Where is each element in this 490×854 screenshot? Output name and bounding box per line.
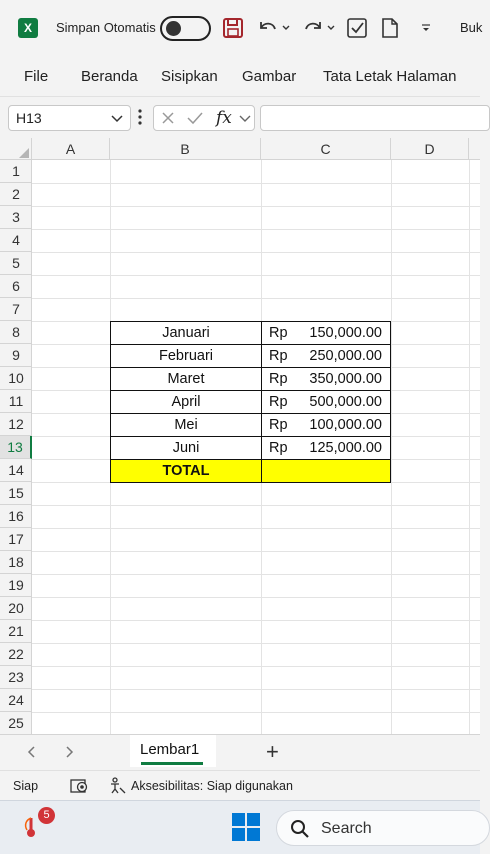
tab-sisipkan[interactable]: Sisipkan bbox=[161, 68, 218, 85]
name-box[interactable] bbox=[8, 105, 131, 131]
title-bar bbox=[0, 0, 483, 58]
row-header-3[interactable]: 3 bbox=[0, 206, 32, 229]
redo-dropdown-icon[interactable] bbox=[326, 16, 336, 40]
total-label[interactable]: TOTAL bbox=[162, 463, 210, 479]
weather-widget-icon[interactable] bbox=[22, 815, 40, 844]
more-options-icon[interactable] bbox=[137, 107, 143, 132]
cell-amount[interactable]: 100,000.00 bbox=[309, 417, 382, 433]
macro-record-icon[interactable] bbox=[70, 778, 90, 799]
formula-bar bbox=[0, 96, 480, 138]
tab-file[interactable]: File bbox=[24, 68, 49, 85]
row-header-19[interactable]: 19 bbox=[0, 574, 32, 597]
sheet-tab-lembar1[interactable] bbox=[130, 735, 216, 767]
cell-amount[interactable]: 500,000.00 bbox=[309, 394, 382, 410]
row-header-4[interactable]: 4 bbox=[0, 229, 32, 252]
autosave-toggle[interactable] bbox=[160, 16, 211, 41]
sheet-tab-label: Lembar1 bbox=[140, 741, 200, 758]
enter-icon[interactable] bbox=[186, 110, 204, 131]
notification-badge: 5 bbox=[38, 807, 55, 824]
row-header-14[interactable]: 14 bbox=[0, 459, 32, 482]
undo-icon[interactable] bbox=[257, 16, 279, 40]
cancel-icon[interactable] bbox=[160, 110, 176, 131]
cell-month[interactable]: Februari bbox=[159, 348, 213, 364]
row-headers bbox=[0, 160, 32, 734]
cell-amount[interactable]: 150,000.00 bbox=[309, 325, 382, 341]
row-header-22[interactable]: 22 bbox=[0, 643, 32, 666]
excel-logo: X bbox=[18, 18, 38, 38]
customize-qat-icon[interactable] bbox=[420, 16, 432, 40]
taskbar bbox=[0, 800, 480, 854]
row-header-8[interactable]: 8 bbox=[0, 321, 32, 344]
cell-currency[interactable]: Rp bbox=[269, 325, 288, 341]
accessibility-status[interactable]: Aksesibilitas: Siap digunakan bbox=[131, 779, 293, 793]
redo-icon[interactable] bbox=[302, 16, 324, 40]
add-sheet-button[interactable]: + bbox=[266, 739, 279, 764]
select-all-corner[interactable] bbox=[0, 138, 32, 160]
tab-beranda[interactable]: Beranda bbox=[81, 68, 138, 85]
row-header-25[interactable]: 25 bbox=[0, 712, 32, 735]
checkbox-icon[interactable] bbox=[346, 16, 368, 40]
ribbon-tabs bbox=[0, 58, 480, 96]
row-header-23[interactable]: 23 bbox=[0, 666, 32, 689]
cell-amount[interactable]: 350,000.00 bbox=[309, 371, 382, 387]
cell-currency[interactable]: Rp bbox=[269, 371, 288, 387]
sheet-tab-bar bbox=[0, 734, 480, 770]
column-header-d[interactable]: D bbox=[391, 138, 469, 160]
new-file-icon[interactable] bbox=[380, 16, 400, 40]
cell-amount[interactable]: 250,000.00 bbox=[309, 348, 382, 364]
cell-currency[interactable]: Rp bbox=[269, 417, 288, 433]
column-header-a[interactable]: A bbox=[32, 138, 110, 160]
active-tab-indicator bbox=[141, 762, 203, 765]
cell-month[interactable]: Mei bbox=[174, 417, 198, 433]
taskbar-search[interactable] bbox=[276, 810, 490, 846]
undo-dropdown-icon[interactable] bbox=[281, 16, 291, 40]
row-header-1[interactable]: 1 bbox=[0, 160, 32, 183]
formula-controls bbox=[153, 105, 255, 131]
autosave-label: Simpan Otomatis bbox=[56, 20, 156, 35]
cell-month[interactable]: Januari bbox=[162, 325, 210, 341]
row-header-13[interactable]: 13 bbox=[0, 436, 32, 459]
save-icon[interactable] bbox=[222, 16, 244, 40]
cell-amount[interactable]: 125,000.00 bbox=[309, 440, 382, 456]
accessibility-icon[interactable] bbox=[109, 777, 127, 800]
tab-gambar[interactable]: Gambar bbox=[242, 68, 297, 85]
insert-function-button[interactable]: fx bbox=[216, 108, 232, 128]
cell-month[interactable]: Maret bbox=[167, 371, 205, 387]
status-bar bbox=[0, 770, 480, 800]
chevron-down-icon[interactable] bbox=[110, 111, 124, 130]
column-header-b[interactable]: B bbox=[110, 138, 261, 160]
cell-month[interactable]: April bbox=[171, 394, 201, 410]
row-header-5[interactable]: 5 bbox=[0, 252, 32, 275]
row-header-18[interactable]: 18 bbox=[0, 551, 32, 574]
row-header-21[interactable]: 21 bbox=[0, 620, 32, 643]
column-headers bbox=[0, 138, 480, 160]
file-name: Buk bbox=[460, 20, 483, 35]
row-header-6[interactable]: 6 bbox=[0, 275, 32, 298]
row-header-16[interactable]: 16 bbox=[0, 505, 32, 528]
worksheet-grid[interactable] bbox=[0, 138, 480, 734]
row-header-12[interactable]: 12 bbox=[0, 413, 32, 436]
column-header-c[interactable]: C bbox=[261, 138, 391, 160]
cell-currency[interactable]: Rp bbox=[269, 440, 288, 456]
row-header-20[interactable]: 20 bbox=[0, 597, 32, 620]
row-header-17[interactable]: 17 bbox=[0, 528, 32, 551]
search-icon bbox=[290, 819, 310, 844]
windows-icon[interactable] bbox=[232, 813, 260, 846]
cell-currency[interactable]: Rp bbox=[269, 394, 288, 410]
row-header-10[interactable]: 10 bbox=[0, 367, 32, 390]
chevron-right-icon[interactable] bbox=[63, 745, 75, 764]
row-header-15[interactable]: 15 bbox=[0, 482, 32, 505]
row-header-7[interactable]: 7 bbox=[0, 298, 32, 321]
name-box-value: H13 bbox=[16, 110, 42, 126]
formula-input[interactable] bbox=[260, 105, 490, 131]
cell-month[interactable]: Juni bbox=[172, 440, 200, 456]
tab-tata-letak-halaman[interactable]: Tata Letak Halaman bbox=[323, 68, 457, 85]
status-ready: Siap bbox=[13, 779, 39, 793]
row-header-24[interactable]: 24 bbox=[0, 689, 32, 712]
toggle-knob bbox=[166, 21, 181, 36]
chevron-down-icon[interactable] bbox=[238, 111, 252, 130]
search-label: Search bbox=[321, 820, 372, 837]
chevron-left-icon[interactable] bbox=[26, 745, 38, 764]
cell-currency[interactable]: Rp bbox=[269, 348, 288, 364]
row-header-2[interactable]: 2 bbox=[0, 183, 32, 206]
row-header-11[interactable]: 11 bbox=[0, 390, 32, 413]
row-header-9[interactable]: 9 bbox=[0, 344, 32, 367]
